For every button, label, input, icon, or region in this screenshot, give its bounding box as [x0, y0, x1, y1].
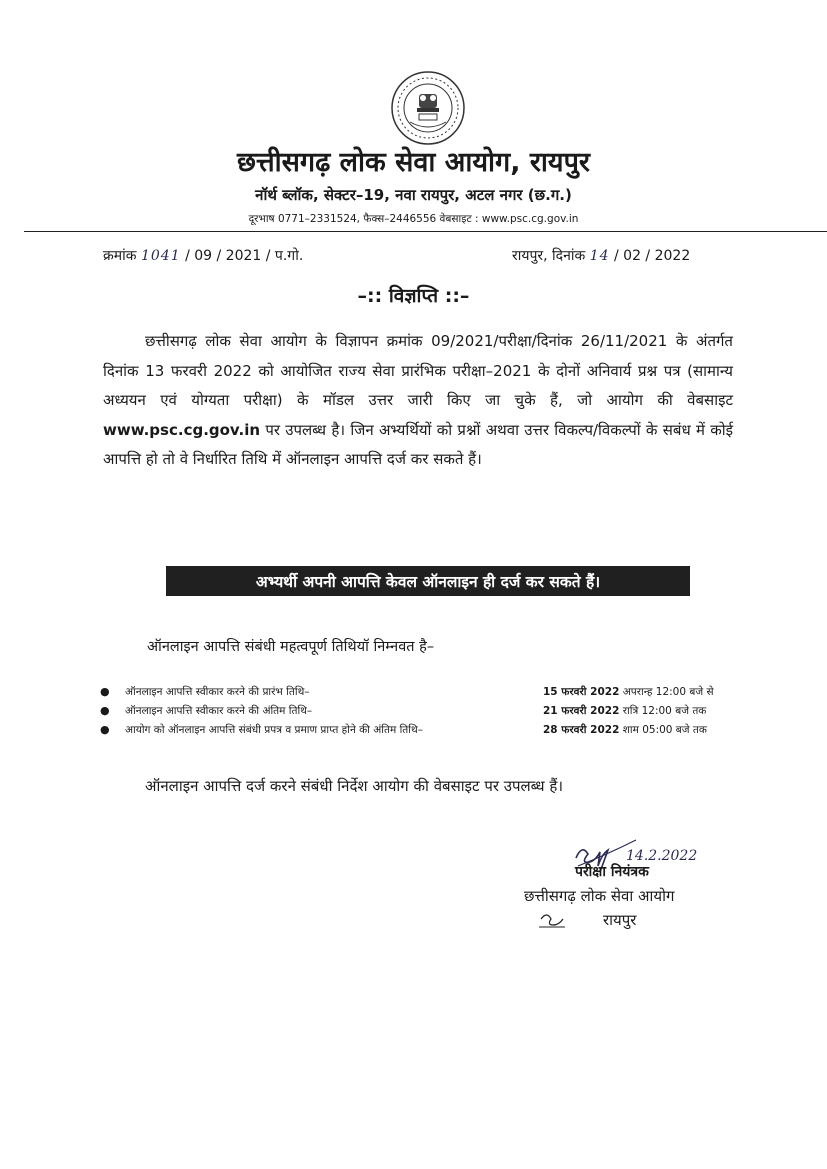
date-item-time: अपरान्ह 12:00 बजे से [622, 686, 714, 698]
date-item-date: 15 फरवरी 2022 [543, 686, 620, 698]
date-item-time: शाम 05:00 बजे तक [622, 724, 707, 736]
date-item-label: आयोग को ऑनलाइन आपत्ति संबंधी प्रपत्र व प्रमाण प्राप्त होने की अंतिम तिथि– [125, 724, 423, 736]
body-text-after-url: पर उपलब्ध है। जिन अभ्यर्थियों को प्रश्नों अथवा उत्तर विकल्प/विकल्पों के सबंध में कोई आपत्ति हो तो वे निर्धारित तिथि में ऑनलाइन आपत्ति दर्ज कर सकते हैं। [103, 420, 733, 469]
date-item-value [543, 723, 707, 737]
bullet-icon: ● [100, 704, 110, 717]
reference-label: क्रमांक [103, 248, 137, 264]
org-title: छत्तीसगढ़ लोक सेवा आयोग, रायपुर [237, 147, 590, 178]
emblem-icon [390, 70, 466, 146]
body-text-before-url: छत्तीसगढ़ लोक सेवा आयोग के विज्ञापन क्रमांक 09/2021/परीक्षा/दिनांक 26/11/2021 के अंतर्गत दिनांक 13 फरवरी 2022 को आयोजित राज्य सेवा प्रारंभिक परीक्षा–2021 के दोनों अनिवार्य प्रश्न पत्र (सामान्य अध्ययन एवं योग्यता परीक्षा) के मॉडल उत्तर जारी किए जा चुके हैं, जो आयोग की वेबसाइट [103, 332, 733, 410]
list-item [100, 685, 750, 704]
website-url: www.psc.cg.gov.in [103, 420, 261, 439]
important-dates-list [100, 685, 750, 742]
online-only-highlight: अभ्यर्थी अपनी आपत्ति केवल ऑनलाइन ही दर्ज कर सकते हैं। [166, 566, 690, 596]
initials-icon [537, 909, 567, 931]
date-item-date: 28 फरवरी 2022 [543, 724, 620, 736]
notice-heading: –:: विज्ञप्ति ::– [357, 285, 470, 307]
signatory-city: रायपुर [603, 911, 637, 929]
org-contact: दूरभाष 0771–2331524, फैक्स–2446556 वेबसाइट : www.psc.cg.gov.in [248, 213, 579, 225]
dates-intro: ऑनलाइन आपत्ति संबंधी महत्वपूर्ण तिथियॉ निम्नवत है– [147, 639, 435, 655]
org-address: नॉर्थ ब्लॉक, सेक्टर–19, नवा रायपुर, अटल नगर (छ.ग.) [255, 186, 572, 204]
reference-handwritten-number: 1041 [140, 248, 181, 264]
date-item-time: रात्रि 12:00 बजे तक [622, 705, 707, 717]
svg-text:14.2.2022: 14.2.2022 [626, 848, 698, 864]
date-item-date: 21 फरवरी 2022 [543, 705, 620, 717]
list-item [100, 723, 750, 742]
signatory-designation: परीक्षा नियंत्रक [575, 864, 649, 880]
date-item-label: ऑनलाइन आपत्ति स्वीकार करने की अंतिम तिथि– [125, 705, 313, 717]
date-item-label: ऑनलाइन आपत्ति स्वीकार करने की प्रारंभ तिथि– [125, 686, 310, 698]
date-item-value [543, 685, 714, 699]
issue-date [512, 246, 690, 265]
reference-number [103, 246, 303, 265]
date-item-value [543, 704, 706, 718]
bullet-icon: ● [100, 685, 110, 698]
reference-rest: / 09 / 2021 / प.गो. [185, 248, 304, 264]
closing-note: ऑनलाइन आपत्ति दर्ज करने संबंधी निर्देश आयोग की वेबसाइट पर उपलब्ध हैं। [145, 777, 564, 795]
header-divider [24, 231, 827, 232]
date-handwritten-day: 14 [589, 248, 610, 264]
date-label: रायपुर, दिनांक [512, 248, 586, 264]
bullet-icon: ● [100, 723, 110, 736]
body-paragraph [103, 327, 733, 475]
signatory-organisation: छत्तीसगढ़ लोक सेवा आयोग [524, 887, 675, 905]
list-item [100, 704, 750, 723]
date-rest: / 02 / 2022 [614, 248, 691, 264]
